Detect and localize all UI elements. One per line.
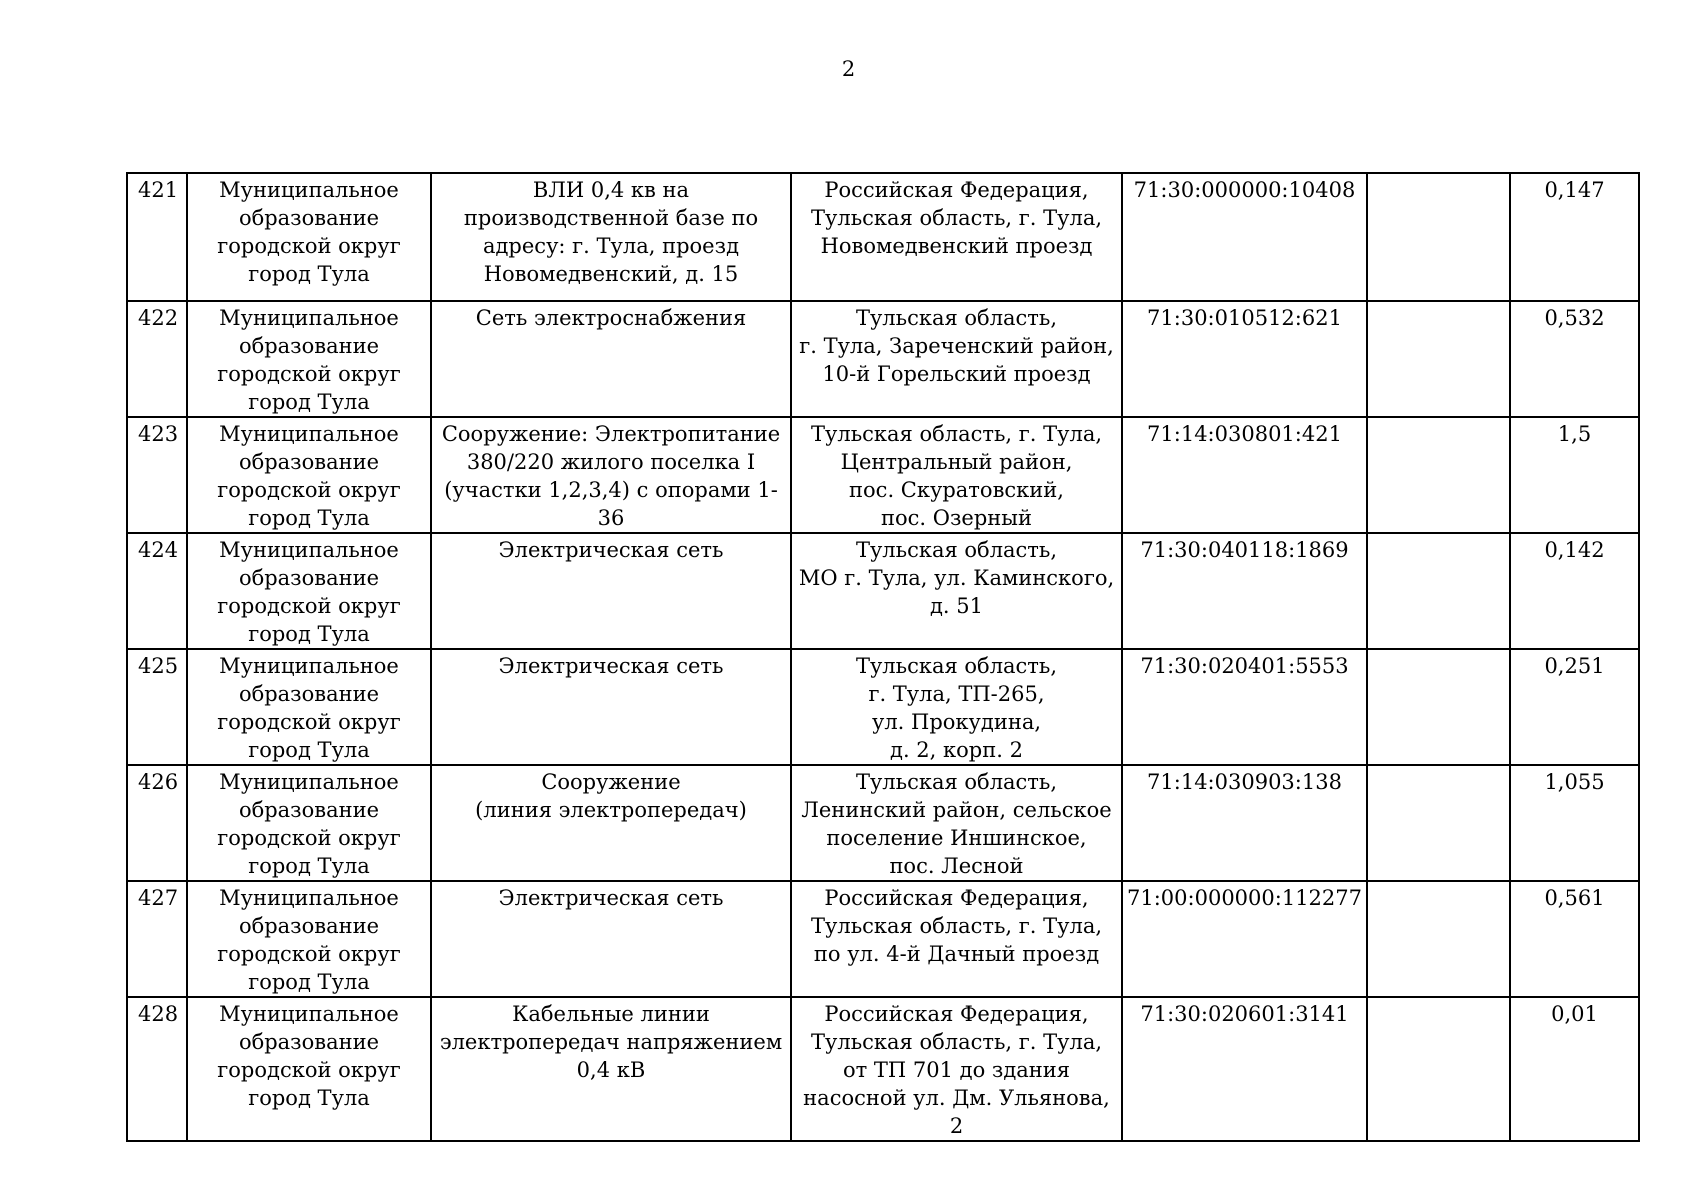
owner-cell: Муниципальное образование городской округ город Тула — [187, 765, 431, 881]
cadastral-number-cell: 71:30:020401:5553 — [1122, 649, 1367, 765]
empty-cell — [1367, 765, 1510, 881]
table-row — [127, 649, 1639, 765]
cadastral-number-cell: 71:30:010512:621 — [1122, 301, 1367, 417]
cadastral-number-cell: 71:14:030903:138 — [1122, 765, 1367, 881]
table-row — [127, 301, 1639, 417]
address-cell: Российская Федерация, Тульская область, г. Тула, от ТП 701 до здания насосной ул. Дм. Ульянова, 2 — [791, 997, 1122, 1141]
empty-cell — [1367, 173, 1510, 301]
address-cell: Российская Федерация, Тульская область, г. Тула, по ул. 4-й Дачный проезд — [791, 881, 1122, 997]
owner-cell: Муниципальное образование городской округ город Тула — [187, 533, 431, 649]
object-name-cell: Электрическая сеть — [431, 649, 791, 765]
owner-cell: Муниципальное образование городской округ город Тула — [187, 649, 431, 765]
empty-cell — [1367, 649, 1510, 765]
row-number: 427 — [127, 881, 187, 997]
address-cell: Тульская область, Ленинский район, сельское поселение Иншинское, пос. Лесной — [791, 765, 1122, 881]
empty-cell — [1367, 301, 1510, 417]
length-cell: 0,561 — [1510, 881, 1639, 997]
row-number: 428 — [127, 997, 187, 1141]
empty-cell — [1367, 881, 1510, 997]
registry-table — [126, 172, 1640, 1142]
length-cell: 0,532 — [1510, 301, 1639, 417]
table-row — [127, 533, 1639, 649]
table-row — [127, 173, 1639, 301]
cadastral-number-cell: 71:00:000000:112277 — [1122, 881, 1367, 997]
empty-cell — [1367, 997, 1510, 1141]
row-number: 423 — [127, 417, 187, 533]
object-name-cell: Кабельные линии электропередач напряжением 0,4 кВ — [431, 997, 791, 1141]
empty-cell — [1367, 533, 1510, 649]
address-cell: Тульская область, г. Тула, Центральный район, пос. Скуратовский, пос. Озерный — [791, 417, 1122, 533]
object-name-cell: ВЛИ 0,4 кв на производственной базе по адресу: г. Тула, проезд Новомедвенский, д. 15 — [431, 173, 791, 301]
row-number: 422 — [127, 301, 187, 417]
cadastral-number-cell: 71:14:030801:421 — [1122, 417, 1367, 533]
length-cell: 0,147 — [1510, 173, 1639, 301]
object-name-cell: Электрическая сеть — [431, 881, 791, 997]
table-row — [127, 997, 1639, 1141]
owner-cell: Муниципальное образование городской округ город Тула — [187, 301, 431, 417]
owner-cell: Муниципальное образование городской округ город Тула — [187, 881, 431, 997]
owner-cell: Муниципальное образование городской округ город Тула — [187, 173, 431, 301]
table-row — [127, 417, 1639, 533]
address-cell: Тульская область, г. Тула, ТП-265, ул. Прокудина, д. 2, корп. 2 — [791, 649, 1122, 765]
object-name-cell: Сооружение (линия электропередач) — [431, 765, 791, 881]
object-name-cell: Электрическая сеть — [431, 533, 791, 649]
row-number: 425 — [127, 649, 187, 765]
cadastral-number-cell: 71:30:020601:3141 — [1122, 997, 1367, 1141]
owner-cell: Муниципальное образование городской округ город Тула — [187, 417, 431, 533]
length-cell: 0,251 — [1510, 649, 1639, 765]
cadastral-number-cell: 71:30:040118:1869 — [1122, 533, 1367, 649]
row-number: 426 — [127, 765, 187, 881]
empty-cell — [1367, 417, 1510, 533]
row-number: 421 — [127, 173, 187, 301]
length-cell: 0,01 — [1510, 997, 1639, 1141]
cadastral-number-cell: 71:30:000000:10408 — [1122, 173, 1367, 301]
address-cell: Тульская область, г. Тула, Зареченский район, 10-й Горельский проезд — [791, 301, 1122, 417]
length-cell: 1,055 — [1510, 765, 1639, 881]
length-cell: 1,5 — [1510, 417, 1639, 533]
row-number: 424 — [127, 533, 187, 649]
page-number: 2 — [841, 57, 856, 81]
owner-cell: Муниципальное образование городской округ город Тула — [187, 997, 431, 1141]
table-row — [127, 881, 1639, 997]
object-name-cell: Сооружение: Электропитание 380/220 жилого поселка I (участки 1,2,3,4) с опорами 1-36 — [431, 417, 791, 533]
address-cell: Российская Федерация, Тульская область, г. Тула, Новомедвенский проезд — [791, 173, 1122, 301]
table-row — [127, 765, 1639, 881]
length-cell: 0,142 — [1510, 533, 1639, 649]
object-name-cell: Сеть электроснабжения — [431, 301, 791, 417]
address-cell: Тульская область, МО г. Тула, ул. Каминского, д. 51 — [791, 533, 1122, 649]
